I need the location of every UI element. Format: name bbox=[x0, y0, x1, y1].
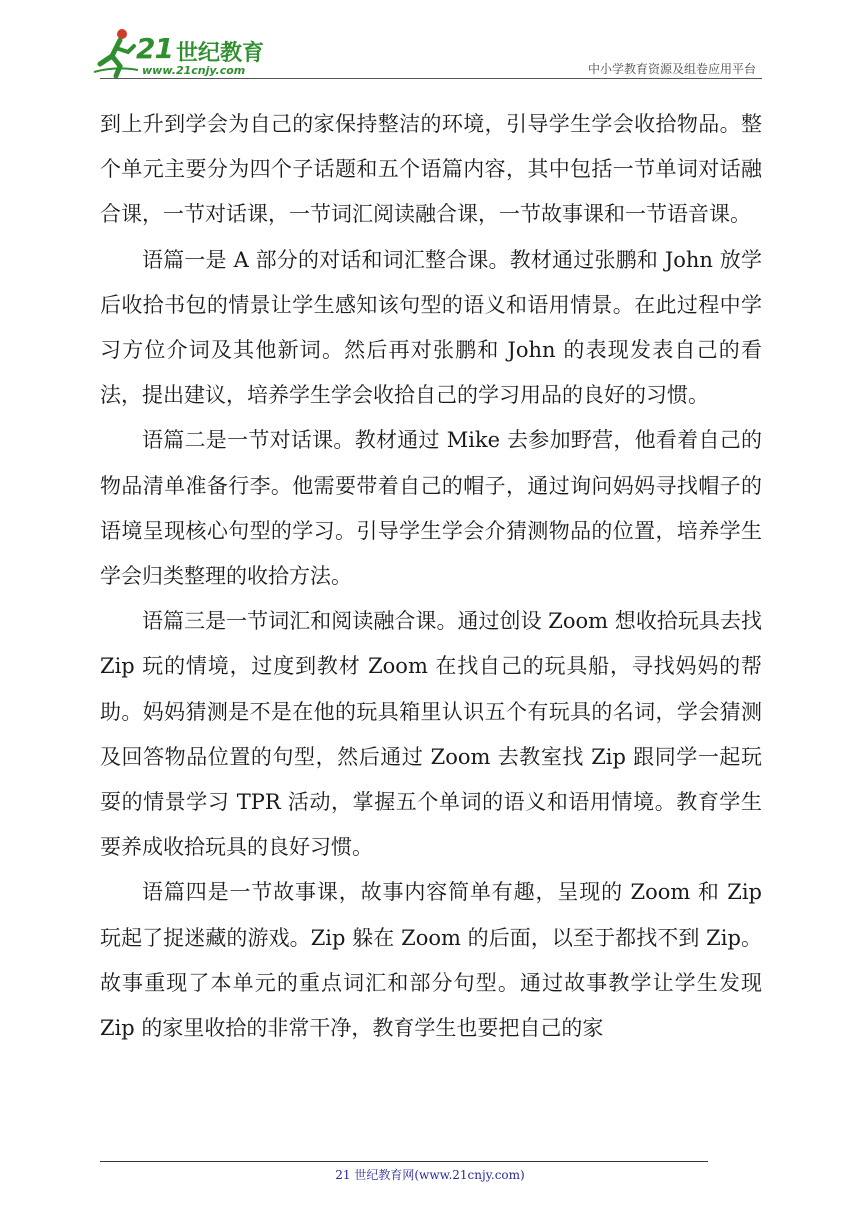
document-body bbox=[100, 102, 762, 1051]
paragraph-passage-three: 语篇三是一节词汇和阅读融合课。通过创设 Zoom 想收拾玩具去找 Zip 玩的情境，过度到教材 Zoom 在找自己的玩具船，寻找妈妈的帮助。妈妈猜测是不是在他的玩具箱里认识五个有玩具的名词，学会猜测及回答物品位置的句型，然后通过 Zoom 去教室找 Zip 跟同学一起玩耍的情景学习 TPR 活动，掌握五个单词的语义和语用情境。教育学生要养成收拾玩具的良好习惯。 bbox=[100, 609, 762, 860]
paragraph-continuation: 到上升到学会为自己的家保持整洁的环境，引导学生学会收拾物品。整个单元主要分为四个子话题和五个语篇内容，其中包括一节单词对话融合课，一节对话课，一节词汇阅读融合课，一节故事课和一节语音课。 bbox=[100, 112, 762, 227]
header-divider bbox=[100, 78, 762, 79]
runner-icon bbox=[92, 26, 140, 78]
logo-number: 21 bbox=[136, 32, 173, 65]
paragraph-passage-two: 语篇二是一节对话课。教材通过 Mike 去参加野营，他看着自己的物品清单准备行李。他需要带着自己的帽子，通过询问妈妈寻找帽子的语境呈现核心句型的学习。引导学生学会介猜测物品的位置，培养学生学会归类整理的收拾方法。 bbox=[100, 428, 762, 589]
site-logo[interactable] bbox=[92, 26, 272, 82]
footer-link[interactable]: 21 世纪教育网(www.21cnjy.com) bbox=[335, 1168, 525, 1182]
logo-text: 世纪教育 bbox=[176, 41, 265, 66]
footer-divider bbox=[100, 1161, 708, 1162]
logo-url: www.21cnjy.com bbox=[142, 64, 246, 77]
paragraph-passage-one: 语篇一是 A 部分的对话和词汇整合课。教材通过张鹏和 John 放学后收拾书包的情景让学生感知该句型的语义和语用情景。在此过程中学习方位介词及其他新词。然后再对张鹏和 John 的表现发表自己的看法，提出建议，培养学生学会收拾自己的学习用品的良好的习惯。 bbox=[100, 247, 762, 408]
page-header bbox=[0, 0, 860, 90]
platform-name: 中小学教育资源及组卷应用平台 bbox=[587, 62, 756, 76]
paragraph-passage-four: 语篇四是一节故事课，故事内容简单有趣，呈现的 Zoom 和 Zip 玩起了捉迷藏的游戏。Zip 躲在 Zoom 的后面，以至于都找不到 Zip。故事重现了本单元的重点词汇和部分句型。通过故事教学让学生发现 Zip 的家里收拾的非常干净，教育学生也要把自己的家 bbox=[100, 880, 762, 1041]
